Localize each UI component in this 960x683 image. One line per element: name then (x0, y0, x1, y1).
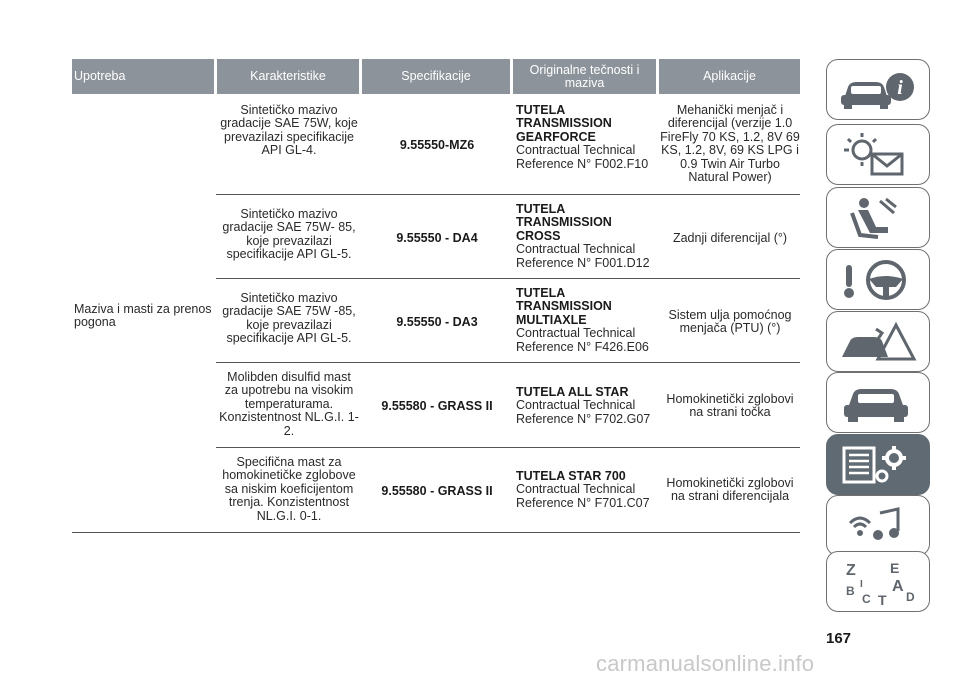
airbag-seat-icon (836, 193, 920, 243)
original-fluid-cell (516, 287, 656, 354)
characteristics-cell: Molibden disulfid mast za upotrebu na visokim temperaturama. Konzistentnost NL.G.I. 1-2. (219, 370, 359, 438)
tab-maintenance[interactable] (826, 372, 930, 433)
tab-emergency[interactable] (826, 311, 930, 372)
steering-wheel-icon (836, 255, 920, 305)
specification-cell: 9.55580 - GRASS II (381, 484, 493, 498)
svg-text:D: D (906, 589, 915, 604)
application-cell: Homokinetički zglobovi na strani diferencijala (666, 476, 794, 504)
fluid-reference: Contractual Technical Reference N° F002.F10 (516, 143, 649, 171)
tab-warning-lights[interactable] (826, 124, 930, 185)
specification-cell: 9.55550 - DA4 (396, 231, 478, 245)
svg-text:C: C (862, 591, 871, 606)
fluid-name: TUTELA TRANSMISSION CROSS (516, 202, 612, 243)
fluid-reference: Contractual Technical Reference N° F001.D12 (516, 242, 650, 270)
characteristics-cell: Sintetičko mazivo gradacije SAE 75W- 85, koje prevazilazi specifikacije API GL-5. (222, 207, 356, 262)
svg-text:A: A (892, 577, 904, 595)
specification-cell: 9.55580 - GRASS II (381, 399, 493, 413)
watermark: carmanualsonline.info (596, 651, 815, 676)
fluid-reference: Contractual Technical Reference N° F426.E06 (516, 326, 649, 354)
header-original-fluids: Originalne tečnosti i maziva (513, 59, 656, 94)
tab-car-info[interactable] (826, 59, 930, 120)
car-info-icon (836, 65, 920, 115)
svg-text:E: E (890, 559, 900, 576)
technical-data-icon (836, 440, 920, 490)
car-service-icon (836, 378, 920, 428)
warning-lights-icon (836, 130, 920, 180)
svg-text:i: i (897, 76, 903, 99)
tab-index[interactable] (826, 551, 930, 612)
original-fluid-cell (516, 203, 656, 270)
characteristics-cell: Specifična mast za homokinetičke zglobove sa niskim koeficijentom trenja. Konzistentnost NL.G.I. 0-1. (222, 455, 356, 523)
index-icon (836, 557, 920, 607)
row-divider (216, 278, 800, 279)
application-cell: Homokinetički zglobovi na strani točka (666, 392, 794, 420)
fluid-reference: Contractual Technical Reference N° F702.G07 (516, 398, 651, 426)
fluid-name: TUTELA TRANSMISSION MULTIAXLE (516, 286, 612, 327)
tab-technical-data[interactable] (826, 434, 930, 495)
svg-text:B: B (846, 583, 855, 598)
header-specifications: Specifikacije (362, 59, 510, 94)
fluid-name: TUTELA ALL STAR (516, 385, 629, 399)
multimedia-icon (836, 501, 920, 551)
page-number: 167 (826, 630, 852, 647)
tab-multimedia[interactable] (826, 495, 930, 556)
header-characteristics: Karakteristike (217, 59, 359, 94)
specification-cell: 9.55550-MZ6 (399, 138, 475, 152)
specification-cell: 9.55550 - DA3 (396, 315, 478, 329)
original-fluid-cell (516, 470, 656, 510)
svg-text:I: I (860, 578, 863, 590)
header-applications: Aplikacije (659, 59, 800, 94)
characteristics-cell: Sintetičko mazivo gradacije SAE 75W, koje prevazilazi specifikacije API GL-4. (220, 103, 358, 158)
fluid-name: TUTELA STAR 700 (516, 469, 626, 483)
tab-starting-driving[interactable] (826, 249, 930, 310)
application-cell: Zadnji diferencijal (°) (672, 231, 788, 245)
tab-safety[interactable] (826, 187, 930, 248)
breakdown-icon (836, 317, 920, 367)
original-fluid-cell (516, 386, 656, 426)
row-divider (216, 362, 800, 363)
svg-text:Z: Z (846, 561, 856, 579)
table-end-line (72, 532, 800, 533)
application-cell: Sistem ulja pomoćnog menjača (PTU) (°) (668, 308, 792, 336)
row-divider (216, 194, 800, 195)
header-usage: Upotreba (72, 59, 214, 94)
characteristics-cell: Sintetičko mazivo gradacije SAE 75W -85, koje prevazilazi specifikacije API GL-5. (222, 291, 356, 346)
fluid-name: TUTELA TRANSMISSION GEARFORCE (516, 103, 612, 144)
fluid-reference: Contractual Technical Reference N° F701.C07 (516, 482, 650, 510)
application-cell: Mehanički menjač i diferencijal (verzije 1.0 FireFly 70 KS, 1.2, 8V 69 KS, 1.2, 8V, 69 KS LPG i 0.9 Twin Air Turbo Natural Power) (660, 103, 800, 185)
original-fluid-cell (516, 104, 656, 171)
svg-text:T: T (878, 591, 887, 607)
row-divider (216, 447, 800, 448)
usage-cell: Maziva i masti za prenos pogona (74, 302, 212, 330)
